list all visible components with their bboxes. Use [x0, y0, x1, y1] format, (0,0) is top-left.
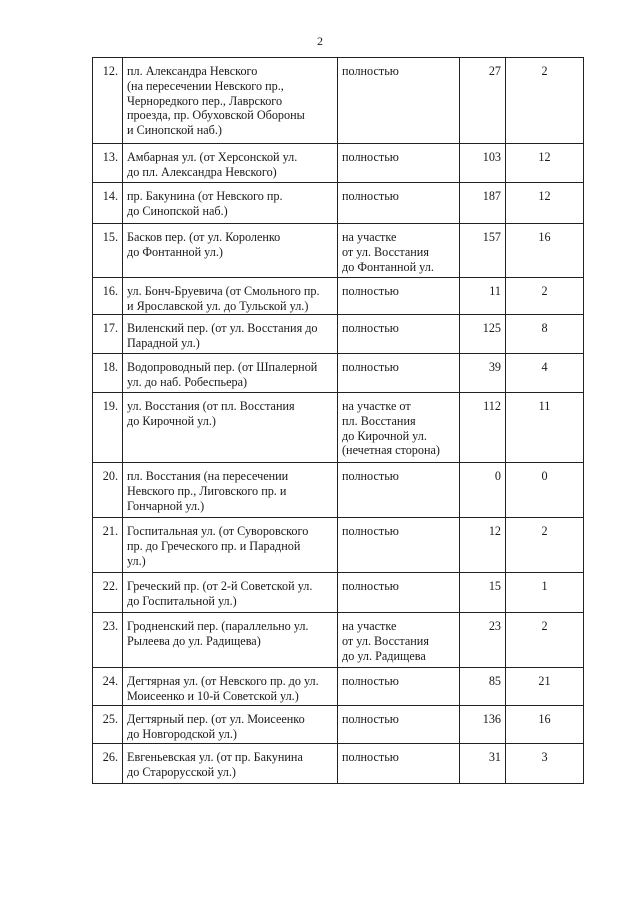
row-number: 15.: [93, 224, 123, 278]
table-row: [93, 354, 584, 393]
table-row: [93, 58, 584, 144]
table-row: [93, 315, 584, 354]
value-1: 136: [460, 706, 506, 744]
value-1: 15: [460, 573, 506, 613]
street-name: Госпитальная ул. (от Суворовского пр. до Греческого пр. и Парадной ул.): [123, 518, 338, 573]
value-1: 0: [460, 463, 506, 518]
table-row: [93, 518, 584, 573]
value-1: 27: [460, 58, 506, 144]
table-row: [93, 668, 584, 706]
row-number: 20.: [93, 463, 123, 518]
row-number: 14.: [93, 183, 123, 224]
extent: полностью: [338, 744, 460, 784]
value-2: 2: [506, 58, 584, 144]
street-name: ул. Восстания (от пл. Восстания до Кирочной ул.): [123, 393, 338, 463]
value-2: 8: [506, 315, 584, 354]
row-number: 25.: [93, 706, 123, 744]
value-1: 157: [460, 224, 506, 278]
value-2: 1: [506, 573, 584, 613]
street-name: ул. Бонч-Бруевича (от Смольного пр. и Ярославской ул. до Тульской ул.): [123, 278, 338, 315]
row-number: 23.: [93, 613, 123, 668]
table-row: [93, 744, 584, 784]
value-2: 12: [506, 144, 584, 183]
street-name: Водопроводный пер. (от Шпалерной ул. до наб. Робеспьера): [123, 354, 338, 393]
extent: на участке от пл. Восстания до Кирочной ул. (нечетная сторона): [338, 393, 460, 463]
street-name: Виленский пер. (от ул. Восстания до Парадной ул.): [123, 315, 338, 354]
street-name: Дегтярный пер. (от ул. Моисеенко до Новгородской ул.): [123, 706, 338, 744]
value-1: 103: [460, 144, 506, 183]
value-2: 21: [506, 668, 584, 706]
street-name: Амбарная ул. (от Херсонской ул. до пл. Александра Невского): [123, 144, 338, 183]
value-1: 187: [460, 183, 506, 224]
extent: полностью: [338, 183, 460, 224]
row-number: 12.: [93, 58, 123, 144]
row-number: 13.: [93, 144, 123, 183]
value-1: 11: [460, 278, 506, 315]
extent: полностью: [338, 315, 460, 354]
extent: полностью: [338, 144, 460, 183]
value-2: 2: [506, 518, 584, 573]
value-1: 31: [460, 744, 506, 784]
value-2: 16: [506, 224, 584, 278]
page-number: 2: [317, 34, 323, 48]
table-row: [93, 463, 584, 518]
row-number: 21.: [93, 518, 123, 573]
extent: полностью: [338, 706, 460, 744]
value-1: 23: [460, 613, 506, 668]
row-number: 22.: [93, 573, 123, 613]
row-number: 19.: [93, 393, 123, 463]
extent: полностью: [338, 58, 460, 144]
table-row: [93, 278, 584, 315]
value-2: 3: [506, 744, 584, 784]
street-name: пл. Восстания (на пересечении Невского пр., Лиговского пр. и Гончарной ул.): [123, 463, 338, 518]
value-1: 125: [460, 315, 506, 354]
value-1: 112: [460, 393, 506, 463]
street-name: Басков пер. (от ул. Короленко до Фонтанной ул.): [123, 224, 338, 278]
streets-table: [92, 57, 584, 784]
street-name: Гродненский пер. (параллельно ул. Рылеева до ул. Радищева): [123, 613, 338, 668]
extent: полностью: [338, 668, 460, 706]
table-row: [93, 144, 584, 183]
value-2: 4: [506, 354, 584, 393]
row-number: 18.: [93, 354, 123, 393]
row-number: 16.: [93, 278, 123, 315]
table-row: [93, 706, 584, 744]
extent: полностью: [338, 518, 460, 573]
row-number: 17.: [93, 315, 123, 354]
extent: полностью: [338, 354, 460, 393]
street-name: пл. Александра Невского (на пересечении Невского пр., Черноредкого пер., Лаврского проезда, пр. Обуховской Обороны и Синопской наб.): [123, 58, 338, 144]
table-row: [93, 393, 584, 463]
street-name: Греческий пр. (от 2-й Советской ул. до Госпитальной ул.): [123, 573, 338, 613]
value-1: 12: [460, 518, 506, 573]
table-row: [93, 224, 584, 278]
street-name: Евгеньевская ул. (от пр. Бакунина до Старорусской ул.): [123, 744, 338, 784]
table-row: [93, 573, 584, 613]
table-row: [93, 183, 584, 224]
value-2: 11: [506, 393, 584, 463]
row-number: 24.: [93, 668, 123, 706]
extent: полностью: [338, 463, 460, 518]
table-row: [93, 613, 584, 668]
street-name: пр. Бакунина (от Невского пр. до Синопской наб.): [123, 183, 338, 224]
value-1: 85: [460, 668, 506, 706]
value-2: 16: [506, 706, 584, 744]
value-2: 0: [506, 463, 584, 518]
street-name: Дегтярная ул. (от Невского пр. до ул. Моисеенко и 10-й Советской ул.): [123, 668, 338, 706]
extent: полностью: [338, 573, 460, 613]
value-2: 2: [506, 278, 584, 315]
value-2: 2: [506, 613, 584, 668]
value-2: 12: [506, 183, 584, 224]
row-number: 26.: [93, 744, 123, 784]
extent: на участке от ул. Восстания до Фонтанной ул.: [338, 224, 460, 278]
value-1: 39: [460, 354, 506, 393]
extent: полностью: [338, 278, 460, 315]
extent: на участке от ул. Восстания до ул. Радищева: [338, 613, 460, 668]
